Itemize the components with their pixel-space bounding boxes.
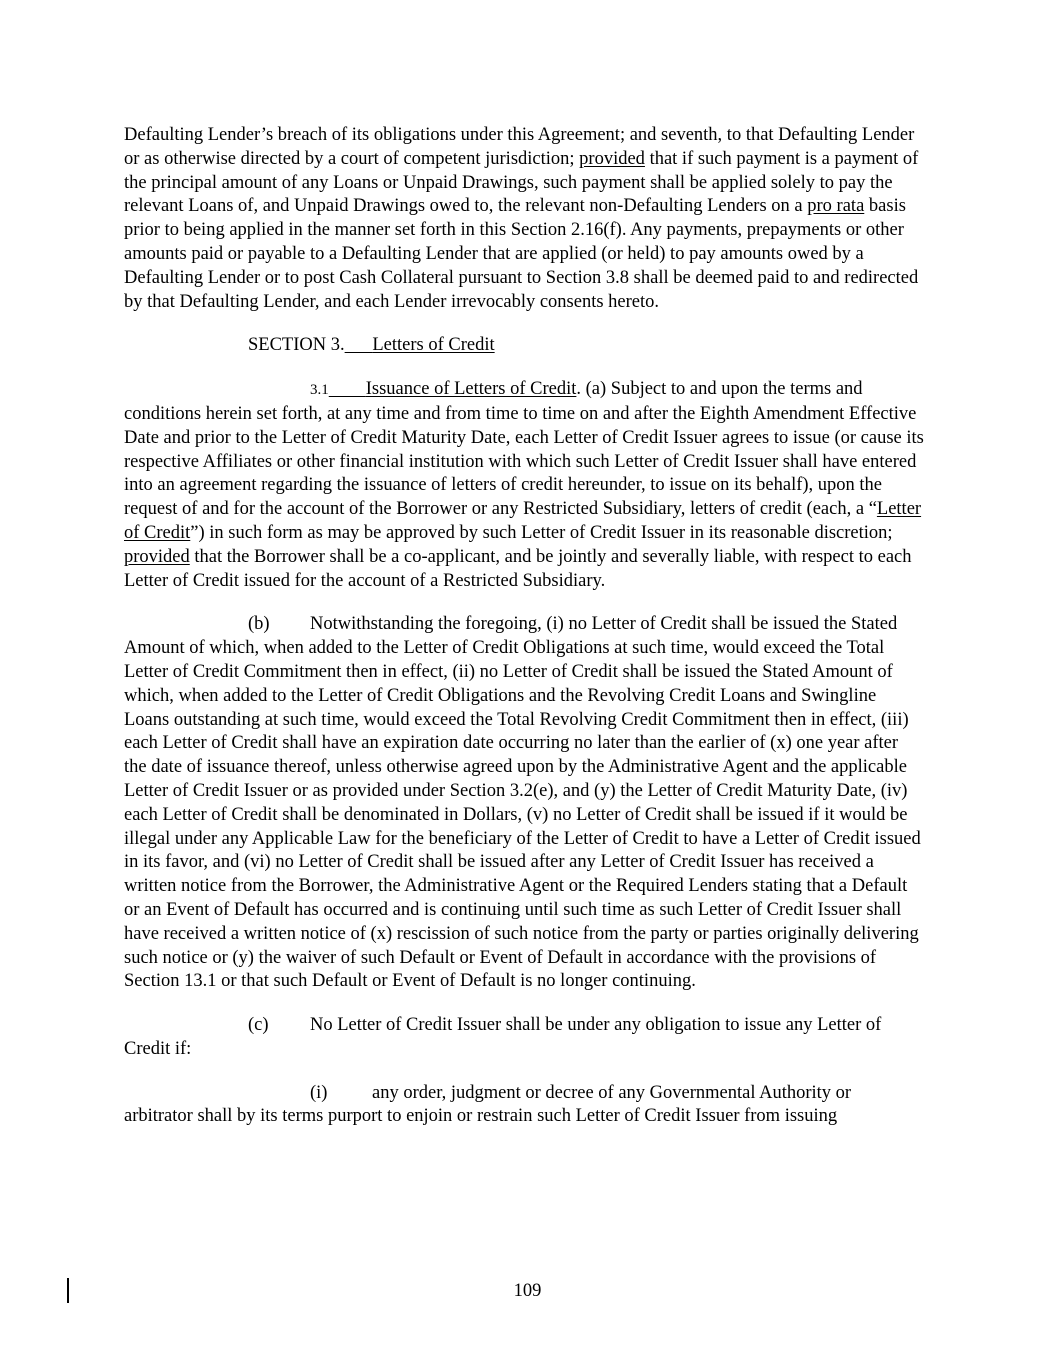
paragraph-b-text: Notwithstanding the foregoing, (i) no Letter of Credit shall be issued the Stated Amount of which, when added to the Letter of Credit Obligations at such time, would exceed the Total Letter of Credit Commitment then in effect, (ii) no Letter of Credit shall be issued the Stated Amount of which, when added to the Letter of Credit Obligations and the Revolving Credit Loans and Swingline Loans outstanding at such time, would exceed the Total Revolving Credit Commitment then in effect, (iii) each Letter of Credit shall have an expiration date occurring no later than the earlier of (x) one year after the date of issuance thereof, unless otherwise agreed upon by the Administrative Agent and the applicable Letter of Credit Issuer or as provided under Section 3.2(e), and (y) the Letter of Credit Maturity Date, (iv) each Letter of Credit shall be denominated in Dollars, (v) no Letter of Credit shall be issued if it would be illegal under any Applicable Law for the beneficiary of the Letter of Credit to have a Letter of Credit issued in its favor, and (vi) no Letter of Credit shall be issued after any Letter of Credit Issuer has received a written notice from the Borrower, the Administrative Agent or the Required Lenders stating that a Default or an Event of Default has occurred and is continuing until such time as such Letter of Credit Issuer shall have received a written notice of (x) rescission of such notice from the party or parties originally delivering such notice or (y) the waiver of such Default or Event of Default in accordance with the provisions of Section 13.1 or that such Default or Event of Default is no longer continuing.: [124, 614, 921, 992]
section-heading: [248, 334, 924, 358]
paragraph-c: [124, 1014, 924, 1062]
paragraph-c-text: No Letter of Credit Issuer shall be under any obligation to issue any Letter of Credit if:: [124, 1015, 882, 1059]
paragraph-b: [124, 613, 924, 994]
s31-provided: provided: [124, 546, 190, 567]
para1-pro-rata: pro rata: [807, 196, 865, 217]
document-page: [124, 124, 924, 1149]
s31-text-1: . (a) Subject to and upon the terms and conditions herein set forth, at any time and from time to time on and after the Eighth Amendment Effective Date and prior to the Letter of Credit Maturity Date, each Letter of Credit Issuer agrees to issue (or cause its respective Affiliates or other financial institution with which such Letter of Credit Issuer shall have entered into an agreement regarding the issuance of letters of credit hereunder, to issue on its behalf), upon the request of and for the account of the Borrower or any Restricted Subsidiary, letters of credit (each, a “: [124, 379, 924, 520]
para1-provided: provided: [579, 148, 645, 169]
page-number: 109: [513, 1281, 542, 1301]
paragraph-c-i-text: any order, judgment or decree of any Governmental Authority or arbitrator shall by its terms purport to enjoin or restrain such Letter of Credit Issuer from issuing: [124, 1082, 852, 1127]
section-number-3-1: 3.1: [310, 382, 329, 399]
s31-text-2: ”) in such form as may be approved by such Letter of Credit Issuer in its reasonable discretion;: [190, 522, 893, 543]
section-label: SECTION 3.: [248, 335, 345, 356]
heading-issuance: Issuance of Letters of Credit: [365, 379, 577, 400]
para1-text-1: Defaulting Lender’s breach of its obligations under this Agreement; and seventh, to that Defaulting Lender or as otherwise directed by a court of competent jurisdiction;: [124, 125, 915, 169]
label-b: (b): [248, 614, 270, 635]
section-title: Letters of Credit: [372, 335, 495, 356]
defined-term-letter-of-credit: Letter of Credit: [124, 499, 922, 543]
label-c: (c): [248, 1015, 269, 1036]
paragraph-c-i: [124, 1082, 924, 1130]
paragraph-defaulting-lender: [124, 124, 924, 314]
s31-text-3: that the Borrower shall be a co-applicant, and be jointly and severally liable, with respect to each Letter of Credit issued for the account of a Restricted Subsidiary.: [124, 546, 912, 591]
paragraph-3-1: [124, 378, 924, 593]
para1-text-2: that if such payment is a payment of the principal amount of any Loans or Unpaid Drawings, such payment shall be applied solely to pay the relevant Loans of, and Unpaid Drawings owed to, the relevant non-Defaulting Lenders on a: [124, 148, 919, 217]
label-i: (i): [310, 1082, 328, 1103]
para1-text-3: basis prior to being applied in the manner set forth in this Section 2.16(f). Any payments, prepayments or other amounts paid or payable to a Defaulting Lender that are applied (or held) to pay amounts owed by a Defaulting Lender or to post Cash Collateral pursuant to Section 3.8 shall be deemed paid to and redirected by that Defaulting Lender, and each Lender irrevocably consents hereto.: [124, 196, 919, 312]
